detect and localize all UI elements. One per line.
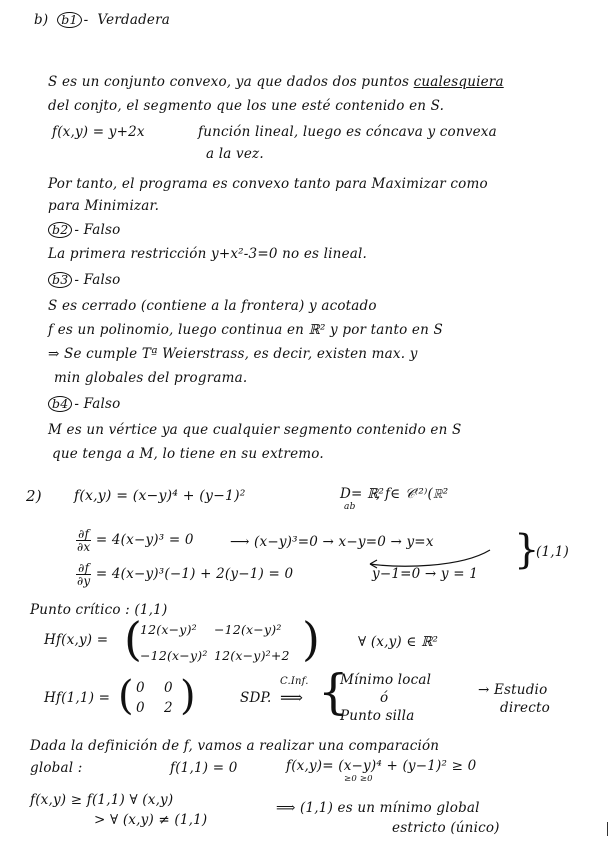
b3-header [48,272,121,288]
problem-2-number: 2) [26,487,42,505]
hessian-a21: −12(x−y)² [140,648,208,663]
conclusion-4: estricto (único) [392,820,500,836]
hessian11-label: Hf(1,1) = [44,690,111,706]
b2-header [48,222,121,238]
option-minimo-local: Mínimo local [340,672,432,688]
implies-arrow: ⟹ [280,688,304,707]
hessian11-a21: 0 [136,700,145,716]
item-b2-circle: b2 [48,222,72,238]
partial-y-fraction [76,562,91,587]
b1-line-1-text: S es un conjunto convexo, ya que dados dos puntos [48,74,410,90]
hessian-forall: ∀ (x,y) ∈ ℝ² [358,634,439,650]
global-label: global : [30,760,83,776]
partial-y-row [76,562,293,587]
partial-x-den: ∂x [77,540,91,554]
item-b1-verdict: Verdadera [97,12,170,28]
hessian11-a22: 2 [164,700,173,716]
hessian-a22: 12(x−y)²+2 [214,648,290,663]
item-b1-circle: b1 [57,12,81,28]
partial-x-eq: = 4(x−y)³ = 0 [95,532,194,548]
b2-verdict: - Falso [74,222,121,238]
conclusion-3: ⟹ (1,1) es un mínimo global [276,800,480,816]
b4-verdict: - Falso [74,396,121,412]
b3-line-1: S es cerrado (contiene a la frontera) y acotado [48,298,377,314]
item-b3-circle: b3 [48,272,72,288]
section-b-header [34,12,170,28]
solution-point: (1,1) [536,544,570,560]
conclusion-1: f(x,y) ≥ f(1,1) ∀ (x,y) [30,792,174,808]
partial-x-fraction [76,528,91,553]
b1-function-desc-2: a la vez. [206,146,264,162]
b1-function-desc: función lineal, luego es cóncava y convexa [198,124,497,140]
item-b4-circle: b4 [48,396,72,412]
b1-line-2: del conjto, el segmento que los une esté contenido en S. [48,98,445,114]
f11-value: f(1,1) = 0 [170,760,238,776]
problem-2-class: , f∈ 𝒞⁽²⁾(ℝ² [376,486,449,502]
hessian11-left-paren-icon: ( [118,673,134,719]
critical-point: Punto crítico : (1,1) [30,602,168,618]
hessian-a12: −12(x−y)² [214,622,282,637]
options-brace-icon: { [318,664,349,720]
option-punto-silla: Punto silla [340,708,415,724]
partial-y-chain: y−1=0 → y = 1 [372,566,479,582]
section-label: b) [34,12,49,28]
hessian11-right-paren-icon: ) [180,673,196,719]
b4-line-2: que tenga a M, lo tiene en su extremo. [52,446,324,462]
page-edge-mark [607,822,609,836]
b1-line-5: Por tanto, el programa es convexo tanto para Maximizar como [48,176,488,192]
b1-underlined-word: cualesquiera [413,74,504,90]
b1-line-1 [48,74,504,90]
partial-y-den: ∂y [77,574,91,588]
conclusion-2: > ∀ (x,y) ≠ (1,1) [94,812,208,828]
b1-function: f(x,y) = y+2x [52,124,145,140]
definition-line: Dada la definición de f, vamos a realizar una comparación [30,738,440,754]
study-label: → Estudio [478,682,548,698]
b3-line-2: f es un polinomio, luego continua en ℝ² y por tanto en S [48,322,443,338]
partial-x-chain: ⟶ (x−y)³=0 → x−y=0 → y=x [230,534,434,550]
problem-2-domain: D= ℝ² [340,486,385,502]
hessian-right-paren-icon: ) [302,612,320,666]
cinf-label: C.Inf. [280,676,309,687]
partial-x-num: ∂f [76,528,91,541]
hessian11-a11: 0 [136,680,145,696]
f-nonneg: f(x,y)= (x−y)⁴ + (y−1)² ≥ 0 [286,758,477,774]
study-label-2: directo [500,700,550,716]
partial-y-eq: = 4(x−y)³(−1) + 2(y−1) = 0 [95,566,294,582]
hessian11-a12: 0 [164,680,173,696]
b2-line: La primera restricción y+x²-3=0 no es lineal. [48,246,368,262]
item-b1-dash: - [83,12,93,28]
b3-line-4: min globales del programa. [54,370,248,386]
hessian-a11: 12(x−y)² [140,622,197,637]
sdp-label: SDP. [240,690,272,706]
hessian-left-paren-icon: ( [124,612,142,666]
problem-2-domain-sub: ab [344,502,356,512]
system-brace-icon: } [514,527,540,573]
b1-line-6: para Minimizar. [48,198,160,214]
problem-2-function: f(x,y) = (x−y)⁴ + (y−1)² [74,488,246,504]
partial-y-num: ∂f [76,562,91,575]
partial-x-row [76,528,194,553]
b4-line-1: M es un vértice ya que cualquier segmento contenido en S [48,422,462,438]
nonneg-marks: ≥0 ≥0 [344,774,373,784]
hessian-label: Hf(x,y) = [44,632,109,648]
curved-arrow-icon [360,546,500,572]
b3-verdict: - Falso [74,272,121,288]
b3-line-3: ⇒ Se cumple Tª Weierstrass, es decir, existen max. y [48,346,418,362]
option-or: ó [380,690,389,706]
b4-header [48,396,121,412]
